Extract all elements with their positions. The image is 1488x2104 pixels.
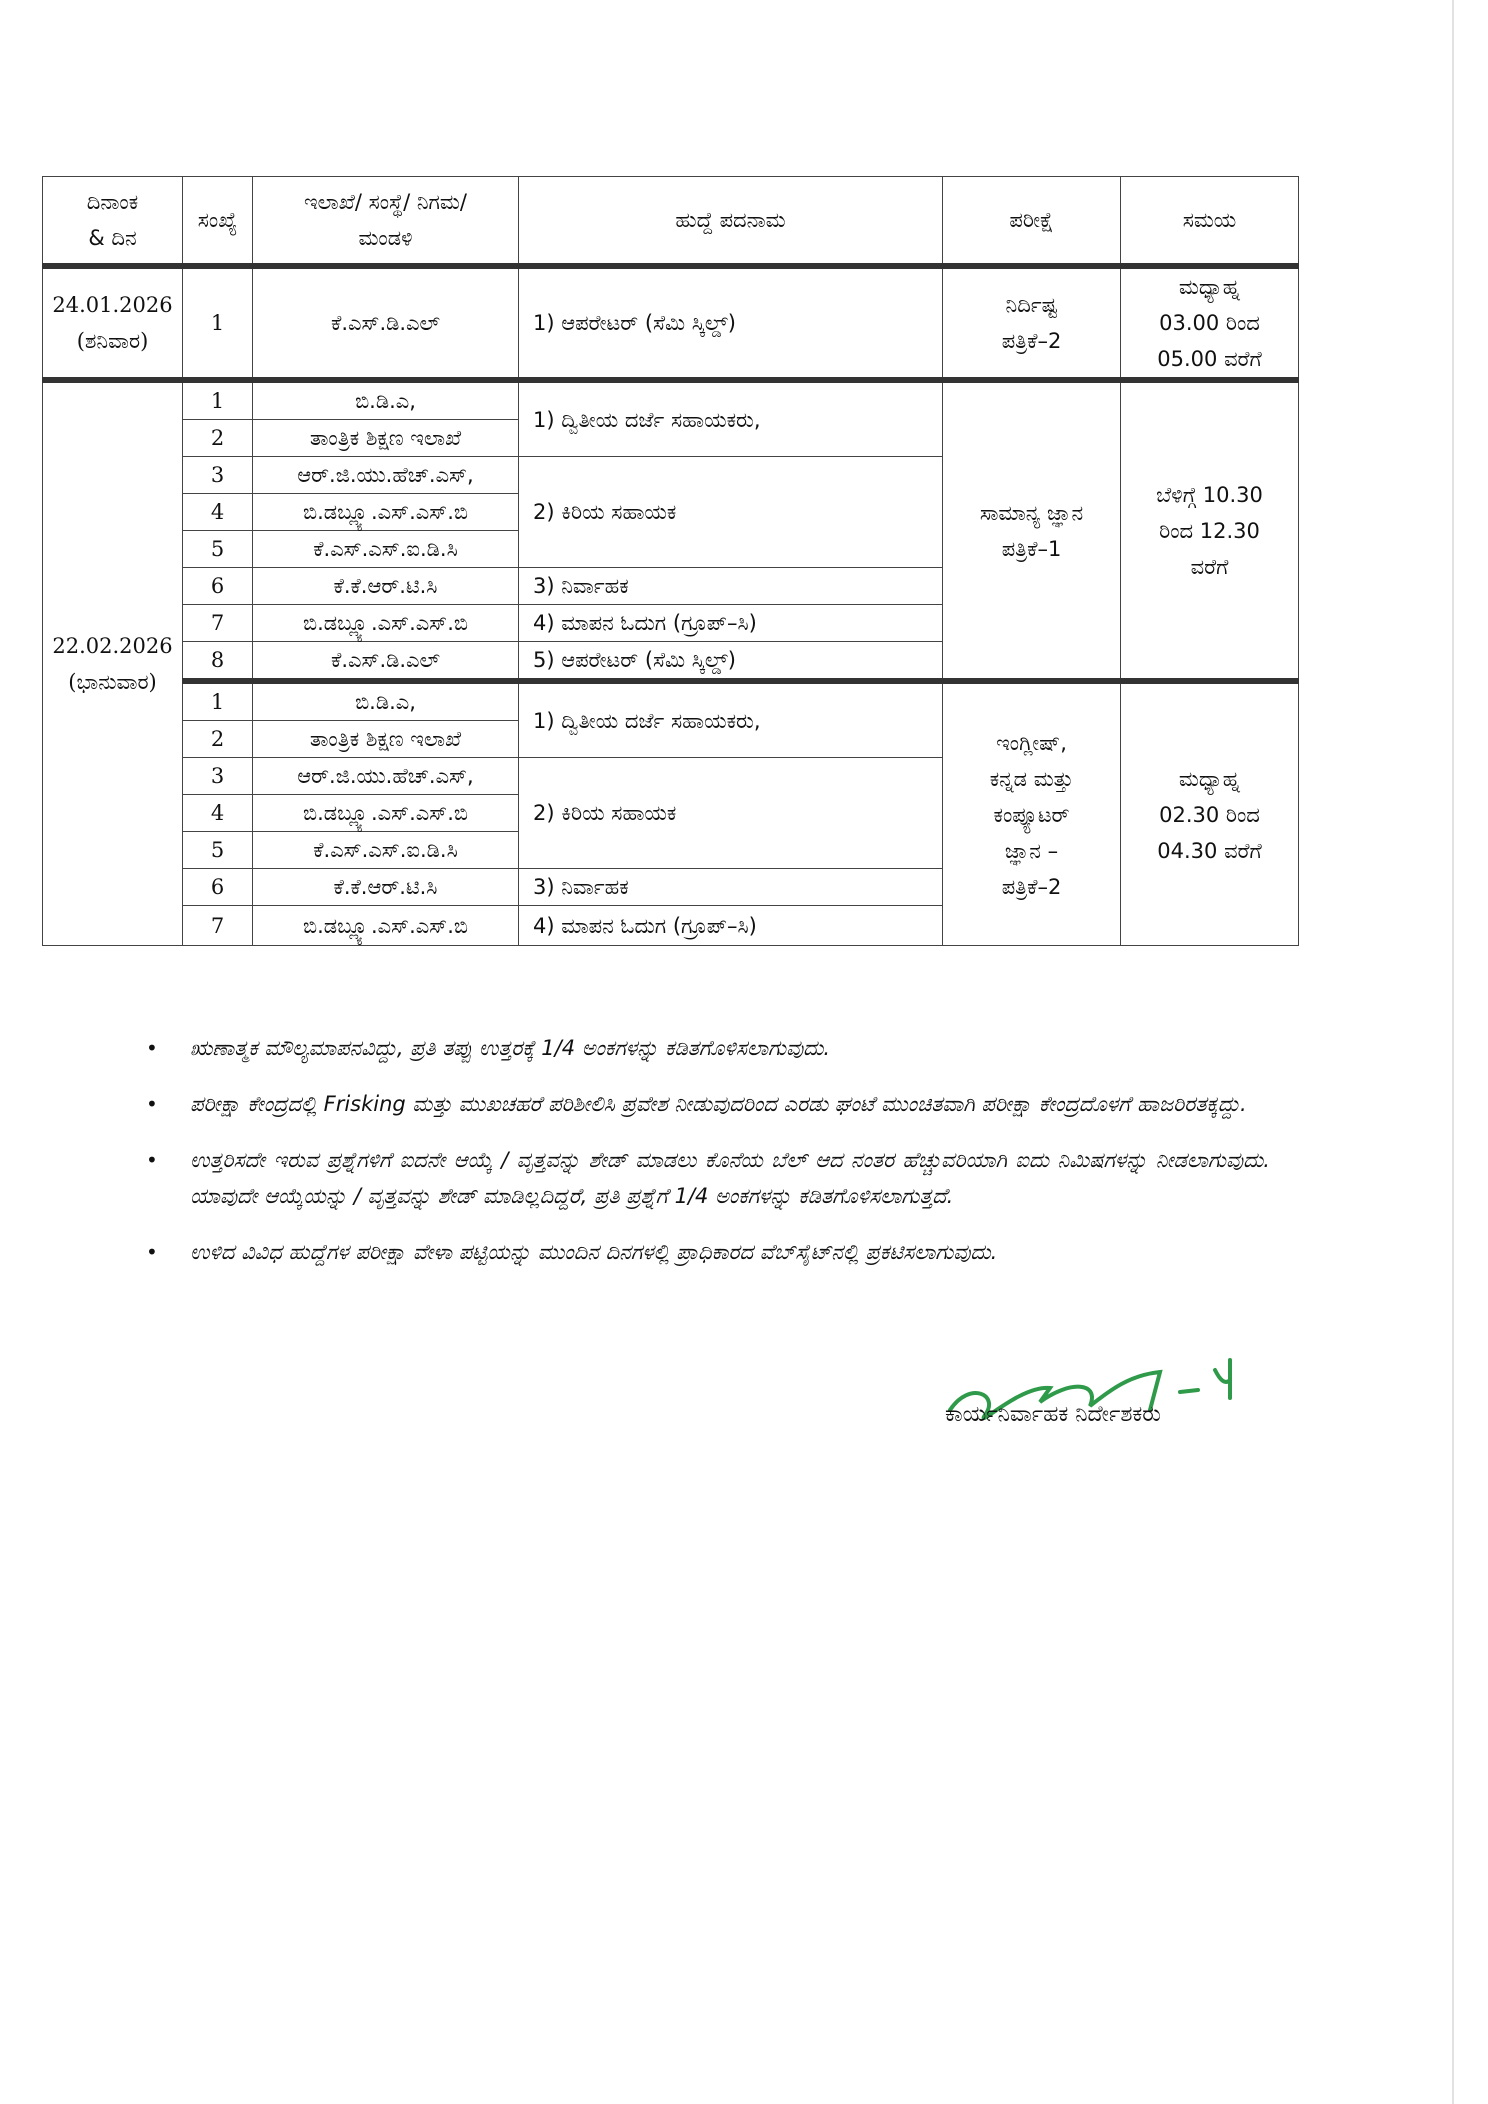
time-cell: ಬೆಳಿಗ್ಗೆ 10.30 ರಿಂದ 12.30 ವರೆಗೆ <box>1121 380 1299 681</box>
department-cell: ಕೆ.ಎಸ್.ಡಿ.ಎಲ್ <box>253 266 519 380</box>
header-serial: ಸಂಖ್ಯೆ <box>183 177 253 267</box>
signature-title: ಕಾರ್ಯನಿರ್ವಾಹಕ ನಿರ್ದೇಶಕರು <box>945 1402 1161 1427</box>
post-cell: 1) ಆಪರೇಟರ್ (ಸೆಮಿ ಸ್ಕಿಲ್ಡ್) <box>519 266 943 380</box>
post-cell: 1) ದ್ವಿತೀಯ ದರ್ಜೆ ಸಹಾಯಕರು, <box>519 380 943 457</box>
table-row <box>43 681 1299 721</box>
scan-edge <box>1452 0 1454 2104</box>
post-cell: 1) ದ್ವಿತೀಯ ದರ್ಜೆ ಸಹಾಯಕರು, <box>519 681 943 758</box>
date-cell: 24.01.2026 (ಶನಿವಾರ) <box>43 266 183 380</box>
serial-cell: 3 <box>183 758 253 795</box>
department-cell: ಕೆ.ಎಸ್.ಎಸ್.ಐ.ಡಿ.ಸಿ <box>253 832 519 869</box>
header-post: ಹುದ್ದೆ ಪದನಾಮ <box>519 177 943 267</box>
header-exam: ಪರೀಕ್ಷೆ <box>943 177 1121 267</box>
serial-cell: 1 <box>183 380 253 420</box>
department-cell: ಬಿ.ಡಿ.ಎ, <box>253 681 519 721</box>
serial-cell: 7 <box>183 605 253 642</box>
header-department: ಇಲಾಖೆ/ ಸಂಸ್ಥೆ/ ನಿಗಮ/ ಮಂಡಳಿ <box>253 177 519 267</box>
department-cell: ಬಿ.ಡಬ್ಲ್ಯೂ.ಎಸ್.ಎಸ್.ಬಿ <box>253 605 519 642</box>
post-cell: 5) ಆಪರೇಟರ್ (ಸೆಮಿ ಸ್ಕಿಲ್ಡ್) <box>519 642 943 682</box>
department-cell: ತಾಂತ್ರಿಕ ಶಿಕ್ಷಣ ಇಲಾಖೆ <box>253 420 519 457</box>
table-row <box>43 266 1299 380</box>
department-cell: ಬಿ.ಡಬ್ಲ್ಯೂ.ಎಸ್.ಎಸ್.ಬಿ <box>253 494 519 531</box>
department-cell: ಆರ್.ಜಿ.ಯು.ಹೆಚ್.ಎಸ್, <box>253 758 519 795</box>
header-date-day: ದಿನಾಂಕ & ದಿನ <box>43 177 183 267</box>
post-cell: 2) ಕಿರಿಯ ಸಹಾಯಕ <box>519 457 943 568</box>
serial-cell: 3 <box>183 457 253 494</box>
post-cell: 4) ಮಾಪನ ಓದುಗ (ಗ್ರೂಪ್–ಸಿ) <box>519 605 943 642</box>
note-item: • ಋಣಾತ್ಮಕ ಮೌಲ್ಯಮಾಪನವಿದ್ದು, ಪ್ರತಿ ತಪ್ಪು ಉತ್ತರಕ್ಕೆ 1/4 ಅಂಕಗಳನ್ನು ಕಡಿತಗೊಳಿಸಲಾಗುವುದು. <box>190 1030 1270 1066</box>
serial-cell: 7 <box>183 906 253 946</box>
serial-cell: 4 <box>183 494 253 531</box>
time-cell: ಮಧ್ಯಾಹ್ನ 02.30 ರಿಂದ 04.30 ವರೆಗೆ <box>1121 681 1299 946</box>
table-row <box>43 380 1299 420</box>
header-time: ಸಮಯ <box>1121 177 1299 267</box>
serial-cell: 2 <box>183 721 253 758</box>
serial-cell: 4 <box>183 795 253 832</box>
department-cell: ಕೆ.ಎಸ್.ಡಿ.ಎಲ್ <box>253 642 519 682</box>
exam-cell: ಸಾಮಾನ್ಯ ಜ್ಞಾನ ಪತ್ರಿಕೆ–1 <box>943 380 1121 681</box>
post-cell: 3) ನಿರ್ವಾಹಕ <box>519 568 943 605</box>
department-cell: ಕೆ.ಕೆ.ಆರ್.ಟಿ.ಸಿ <box>253 869 519 906</box>
serial-cell: 8 <box>183 642 253 682</box>
note-item: • ಉತ್ತರಿಸದೇ ಇರುವ ಪ್ರಶ್ನೆಗಳಿಗೆ ಐದನೇ ಆಯ್ಕೆ / ವೃತ್ತವನ್ನು ಶೇಡ್ ಮಾಡಲು ಕೊನೆಯ ಬೆಲ್ ಆದ ನಂತರ ಹೆಚ್ಚುವರಿಯಾಗಿ ಐದು ನಿಮಿಷಗಳನ್ನು ನೀಡಲಾಗುವುದು. ಯಾವುದೇ ಆಯ್ಕೆಯನ್ನು / ವೃತ್ತವನ್ನು ಶೇಡ್ ಮಾಡಿಲ್ಲದಿದ್ದರೆ, ಪ್ರತಿ ಪ್ರಶ್ನೆಗೆ 1/4 ಅಂಕಗಳನ್ನು ಕಡಿತಗೊಳಿಸಲಾಗುತ್ತದೆ. <box>190 1142 1270 1214</box>
exam-cell: ಇಂಗ್ಲೀಷ್, ಕನ್ನಡ ಮತ್ತು ಕಂಪ್ಯೂಟರ್ ಜ್ಞಾನ – ಪತ್ರಿಕೆ–2 <box>943 681 1121 946</box>
time-cell: ಮಧ್ಯಾಹ್ನ 03.00 ರಿಂದ 05.00 ವರೆಗೆ <box>1121 266 1299 380</box>
instruction-notes <box>190 1030 1270 1290</box>
post-cell: 2) ಕಿರಿಯ ಸಹಾಯಕ <box>519 758 943 869</box>
serial-cell: 5 <box>183 531 253 568</box>
serial-cell: 6 <box>183 869 253 906</box>
department-cell: ಕೆ.ಎಸ್.ಎಸ್.ಐ.ಡಿ.ಸಿ <box>253 531 519 568</box>
serial-cell: 5 <box>183 832 253 869</box>
department-cell: ಕೆ.ಕೆ.ಆರ್.ಟಿ.ಸಿ <box>253 568 519 605</box>
note-item: • ಉಳಿದ ವಿವಿಧ ಹುದ್ದೆಗಳ ಪರೀಕ್ಷಾ ವೇಳಾ ಪಟ್ಟಿಯನ್ನು ಮುಂದಿನ ದಿನಗಳಲ್ಲಿ ಪ್ರಾಧಿಕಾರದ ವೆಬ್‌ಸೈಟ್‌ನಲ್ಲಿ ಪ್ರಕಟಿಸಲಾಗುವುದು. <box>190 1234 1270 1270</box>
serial-cell: 6 <box>183 568 253 605</box>
department-cell: ಆರ್.ಜಿ.ಯು.ಹೆಚ್.ಎಸ್, <box>253 457 519 494</box>
department-cell: ಬಿ.ಡಬ್ಲ್ಯೂ.ಎಸ್.ಎಸ್.ಬಿ <box>253 906 519 946</box>
exam-schedule-table <box>42 176 1299 946</box>
header-row <box>43 177 1299 267</box>
date-cell: 22.02.2026 (ಭಾನುವಾರ) <box>43 380 183 946</box>
serial-cell: 1 <box>183 681 253 721</box>
exam-cell: ನಿರ್ದಿಷ್ಟ ಪತ್ರಿಕೆ–2 <box>943 266 1121 380</box>
department-cell: ತಾಂತ್ರಿಕ ಶಿಕ್ಷಣ ಇಲಾಖೆ <box>253 721 519 758</box>
department-cell: ಬಿ.ಡಿ.ಎ, <box>253 380 519 420</box>
department-cell: ಬಿ.ಡಬ್ಲ್ಯೂ.ಎಸ್.ಎಸ್.ಬಿ <box>253 795 519 832</box>
serial-cell: 2 <box>183 420 253 457</box>
serial-cell: 1 <box>183 266 253 380</box>
note-item: • ಪರೀಕ್ಷಾ ಕೇಂದ್ರದಲ್ಲಿ Frisking ಮತ್ತು ಮುಖಚಹರೆ ಪರಿಶೀಲಿಸಿ ಪ್ರವೇಶ ನೀಡುವುದರಿಂದ ಎರಡು ಘಂಟೆ ಮುಂಚಿತವಾಗಿ ಪರೀಕ್ಷಾ ಕೇಂದ್ರದೊಳಗೆ ಹಾಜರಿರತಕ್ಕದ್ದು. <box>190 1086 1270 1122</box>
post-cell: 4) ಮಾಪನ ಓದುಗ (ಗ್ರೂಪ್–ಸಿ) <box>519 906 943 946</box>
post-cell: 3) ನಿರ್ವಾಹಕ <box>519 869 943 906</box>
